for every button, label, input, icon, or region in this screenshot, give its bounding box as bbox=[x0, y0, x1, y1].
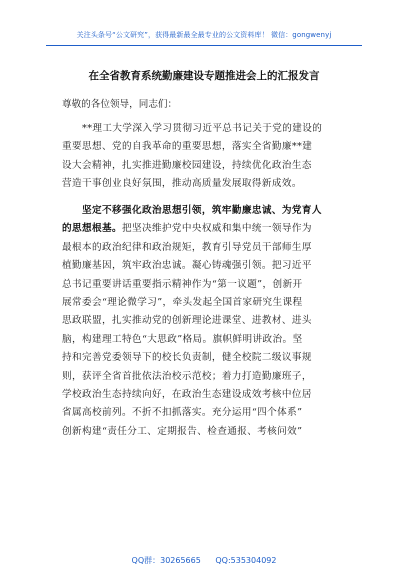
paragraph-line bbox=[62, 220, 346, 238]
paragraph-line: 展常委会“理论微学习”，牵头发起全国首家研究生课程 bbox=[62, 297, 303, 309]
salutation: 尊敬的各位领导，同志们： bbox=[62, 99, 178, 110]
paragraph-line: 创新构建“责任分工、定期报告、检查通报、考核问效” bbox=[62, 425, 303, 437]
paragraph-line: 营造干事创业良好氛围，推动高质量发展取得新成效。 bbox=[62, 178, 302, 190]
paragraph-line: 持和完善党委领导下的校长负责制，健全校院二级议事规 bbox=[62, 352, 312, 364]
paragraph-line: 则，获评全省首批依法治校示范校；着力打造勤廉班子， bbox=[62, 370, 312, 382]
paragraph-section-one bbox=[62, 202, 346, 441]
section-heading-end: 的思想根基。 bbox=[62, 223, 122, 235]
paragraph-line: 思政联盟，扎实推动党的创新理论进课堂、进教材、进头 bbox=[62, 315, 312, 327]
paragraph-line: 学校政治生态持续向好，在政治生态建设成效考核中位居 bbox=[62, 389, 312, 401]
paragraph-line: 植勤廉基因，筑牢政治忠诚。凝心铸魂强引领。把习近平 bbox=[62, 260, 312, 272]
paragraph-line: **理工大学深入学习贯彻习近平总书记关于党的建设的 bbox=[82, 123, 323, 134]
paragraph-text: 把坚决维护党中央权威和集中统一领导作为 bbox=[121, 223, 312, 235]
footer-contact bbox=[0, 555, 408, 566]
paragraph-line: 脑，构建理工特色“大思政”格局。旗帜鲜明讲政治。坚 bbox=[62, 333, 303, 345]
header-divider bbox=[46, 45, 362, 46]
paragraph-line: 总书记重要讲话重要指示精神作为“第一议题”，创新开 bbox=[62, 278, 303, 290]
qq-label: QQ:535304092 bbox=[215, 556, 277, 565]
qq-group-label: QQ群：30265665 bbox=[131, 556, 201, 565]
paragraph-line: 省属高校前列。不折不扣抓落实。充分运用“四个体系” bbox=[62, 407, 303, 419]
header-banner: 关注头条号“公文研究”，获得最新最全最专业的公文资料库！ 微信：gongwenyj bbox=[76, 31, 332, 39]
document-title: 在全省教育系统勤廉建设专题推进会上的汇报发言 bbox=[88, 70, 320, 82]
paragraph-line: 设大会精神，扎实推进勤廉校园建设，持续优化政治生态 bbox=[62, 159, 312, 171]
section-heading: 坚定不移强化政治思想引领，筑牢勤廉忠诚、为党育人 bbox=[82, 205, 322, 216]
paragraph-intro bbox=[62, 120, 346, 194]
paragraph-line: 最根本的政治纪律和政治规矩，教育引导党员干部师生厚 bbox=[62, 241, 312, 253]
paragraph-line: 重要思想、党的自我革命的重要思想，落实全省勤廉**建 bbox=[62, 141, 313, 153]
